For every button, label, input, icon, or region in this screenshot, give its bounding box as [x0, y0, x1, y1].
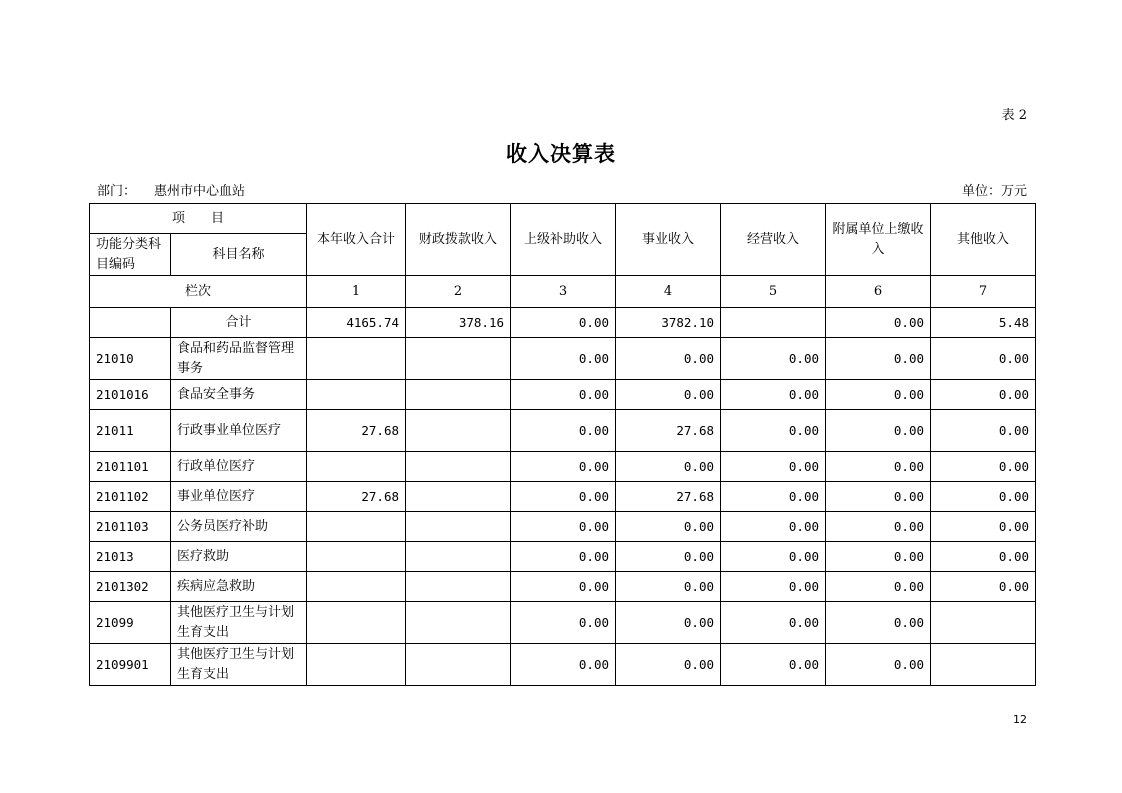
- amount-cell-affiliated: 0.00: [826, 338, 931, 380]
- subject-name-cell: 其他医疗卫生与计划生育支出: [171, 644, 307, 686]
- income-statement-table: [89, 203, 1036, 686]
- amount-cell-business: 0.00: [616, 644, 721, 686]
- table-row: [90, 644, 1036, 686]
- amount-cell-superior: 0.00: [511, 572, 616, 602]
- amount-cell-fiscal: [406, 338, 511, 380]
- amount-cell-operating: 0.00: [721, 482, 826, 512]
- table-row: [90, 338, 1036, 380]
- unit-label: 单位：万元: [961, 184, 1027, 199]
- amount-cell-business: 27.68: [616, 410, 721, 452]
- amount-cell-superior: 0.00: [511, 644, 616, 686]
- col-header-subject-name: 科目名称: [171, 234, 307, 276]
- table-row: [90, 410, 1036, 452]
- amount-cell-business: 0.00: [616, 602, 721, 644]
- func-code-cell: 2101103: [90, 512, 171, 542]
- amount-cell-fiscal: [406, 602, 511, 644]
- table-row: [90, 482, 1036, 512]
- col-header-func-code: 功能分类科目编码: [90, 234, 171, 276]
- amount-cell-affiliated: 0.00: [826, 452, 931, 482]
- amount-cell-affiliated: 0.00: [826, 380, 931, 410]
- amount-cell-business: 0.00: [616, 542, 721, 572]
- amount-cell-total: [307, 572, 406, 602]
- column-index-cell: 7: [931, 276, 1036, 308]
- totals-label: 合计: [171, 308, 307, 338]
- amount-cell-superior: 0.00: [511, 542, 616, 572]
- subject-name-cell: 事业单位医疗: [171, 482, 307, 512]
- table-row: [90, 542, 1036, 572]
- amount-cell-other: [931, 602, 1036, 644]
- col-header-total: 本年收入合计: [307, 204, 406, 276]
- amount-cell-total: [307, 380, 406, 410]
- totals-superior: 0.00: [511, 308, 616, 338]
- table-row: [90, 602, 1036, 644]
- department-name: 惠州市中心血站: [154, 184, 246, 199]
- totals-affiliated: 0.00: [826, 308, 931, 338]
- amount-cell-fiscal: [406, 410, 511, 452]
- func-code-cell: 2101102: [90, 482, 171, 512]
- totals-other: 5.48: [931, 308, 1036, 338]
- amount-cell-business: 0.00: [616, 452, 721, 482]
- amount-cell-other: 0.00: [931, 380, 1036, 410]
- amount-cell-operating: 0.00: [721, 452, 826, 482]
- func-code-cell: 21013: [90, 542, 171, 572]
- table-row: [90, 572, 1036, 602]
- amount-cell-total: [307, 512, 406, 542]
- totals-fiscal: 378.16: [406, 308, 511, 338]
- page-title: 收入决算表: [506, 141, 616, 166]
- subject-name-cell: 公务员医疗补助: [171, 512, 307, 542]
- table-row: [90, 380, 1036, 410]
- amount-cell-affiliated: 0.00: [826, 512, 931, 542]
- amount-cell-superior: 0.00: [511, 512, 616, 542]
- func-code-cell: 21099: [90, 602, 171, 644]
- amount-cell-other: 0.00: [931, 512, 1036, 542]
- col-header-affiliated: 附属单位上缴收入: [826, 204, 931, 276]
- amount-cell-fiscal: [406, 380, 511, 410]
- amount-cell-operating: 0.00: [721, 380, 826, 410]
- subject-name-cell: 食品和药品监督管理事务: [171, 338, 307, 380]
- subject-name-cell: 其他医疗卫生与计划生育支出: [171, 602, 307, 644]
- department-label: 部门：: [97, 184, 137, 199]
- amount-cell-fiscal: [406, 542, 511, 572]
- subject-name-cell: 行政事业单位医疗: [171, 410, 307, 452]
- amount-cell-operating: 0.00: [721, 410, 826, 452]
- column-index-label: 栏次: [90, 276, 307, 308]
- amount-cell-superior: 0.00: [511, 410, 616, 452]
- department-line: [97, 180, 245, 199]
- func-code-cell: 21011: [90, 410, 171, 452]
- totals-operating: [721, 308, 826, 338]
- table-row: [90, 512, 1036, 542]
- amount-cell-affiliated: 0.00: [826, 410, 931, 452]
- amount-cell-affiliated: 0.00: [826, 572, 931, 602]
- column-index-cell: 6: [826, 276, 931, 308]
- totals-business: 3782.10: [616, 308, 721, 338]
- amount-cell-total: [307, 602, 406, 644]
- func-code-cell: 21010: [90, 338, 171, 380]
- amount-cell-superior: 0.00: [511, 482, 616, 512]
- column-index-row: [90, 276, 1036, 308]
- column-index-cell: 5: [721, 276, 826, 308]
- amount-cell-other: 0.00: [931, 482, 1036, 512]
- amount-cell-affiliated: 0.00: [826, 602, 931, 644]
- amount-cell-operating: 0.00: [721, 338, 826, 380]
- func-code-cell: 2101101: [90, 452, 171, 482]
- amount-cell-business: 27.68: [616, 482, 721, 512]
- totals-total: 4165.74: [307, 308, 406, 338]
- column-index-cell: 3: [511, 276, 616, 308]
- amount-cell-superior: 0.00: [511, 380, 616, 410]
- subject-name-cell: 疾病应急救助: [171, 572, 307, 602]
- col-header-other: 其他收入: [931, 204, 1036, 276]
- amount-cell-other: [931, 644, 1036, 686]
- table-body: [90, 338, 1036, 686]
- amount-cell-operating: 0.00: [721, 572, 826, 602]
- header-row-1: [90, 204, 1036, 234]
- func-code-cell: 2101302: [90, 572, 171, 602]
- col-header-business: 事业收入: [616, 204, 721, 276]
- subject-name-cell: 食品安全事务: [171, 380, 307, 410]
- amount-cell-operating: 0.00: [721, 644, 826, 686]
- amount-cell-superior: 0.00: [511, 338, 616, 380]
- amount-cell-total: [307, 338, 406, 380]
- amount-cell-fiscal: [406, 572, 511, 602]
- amount-cell-fiscal: [406, 482, 511, 512]
- amount-cell-other: 0.00: [931, 338, 1036, 380]
- table-row: [90, 452, 1036, 482]
- amount-cell-operating: 0.00: [721, 512, 826, 542]
- amount-cell-other: 0.00: [931, 572, 1036, 602]
- amount-cell-business: 0.00: [616, 572, 721, 602]
- func-code-cell: 2109901: [90, 644, 171, 686]
- amount-cell-affiliated: 0.00: [826, 542, 931, 572]
- totals-row: [90, 308, 1036, 338]
- amount-cell-business: 0.00: [616, 338, 721, 380]
- table-number: 表 2: [1001, 108, 1027, 123]
- col-header-fiscal: 财政拨款收入: [406, 204, 511, 276]
- item-group-header: 项 目: [90, 204, 307, 234]
- amount-cell-affiliated: 0.00: [826, 482, 931, 512]
- column-index-cell: 2: [406, 276, 511, 308]
- amount-cell-other: 0.00: [931, 452, 1036, 482]
- amount-cell-superior: 0.00: [511, 602, 616, 644]
- totals-code-cell: [90, 308, 171, 338]
- amount-cell-other: 0.00: [931, 410, 1036, 452]
- amount-cell-operating: 0.00: [721, 542, 826, 572]
- page-number: 12: [1013, 713, 1027, 726]
- amount-cell-superior: 0.00: [511, 452, 616, 482]
- func-code-cell: 2101016: [90, 380, 171, 410]
- amount-cell-total: [307, 644, 406, 686]
- col-header-superior: 上级补助收入: [511, 204, 616, 276]
- amount-cell-other: 0.00: [931, 542, 1036, 572]
- subject-name-cell: 医疗救助: [171, 542, 307, 572]
- column-index-cell: 4: [616, 276, 721, 308]
- amount-cell-business: 0.00: [616, 512, 721, 542]
- amount-cell-total: 27.68: [307, 410, 406, 452]
- amount-cell-fiscal: [406, 452, 511, 482]
- amount-cell-fiscal: [406, 512, 511, 542]
- amount-cell-operating: 0.00: [721, 602, 826, 644]
- amount-cell-business: 0.00: [616, 380, 721, 410]
- amount-cell-total: [307, 542, 406, 572]
- amount-cell-total: [307, 452, 406, 482]
- subject-name-cell: 行政单位医疗: [171, 452, 307, 482]
- amount-cell-total: 27.68: [307, 482, 406, 512]
- amount-cell-affiliated: 0.00: [826, 644, 931, 686]
- column-index-cell: 1: [307, 276, 406, 308]
- col-header-operating: 经营收入: [721, 204, 826, 276]
- amount-cell-fiscal: [406, 644, 511, 686]
